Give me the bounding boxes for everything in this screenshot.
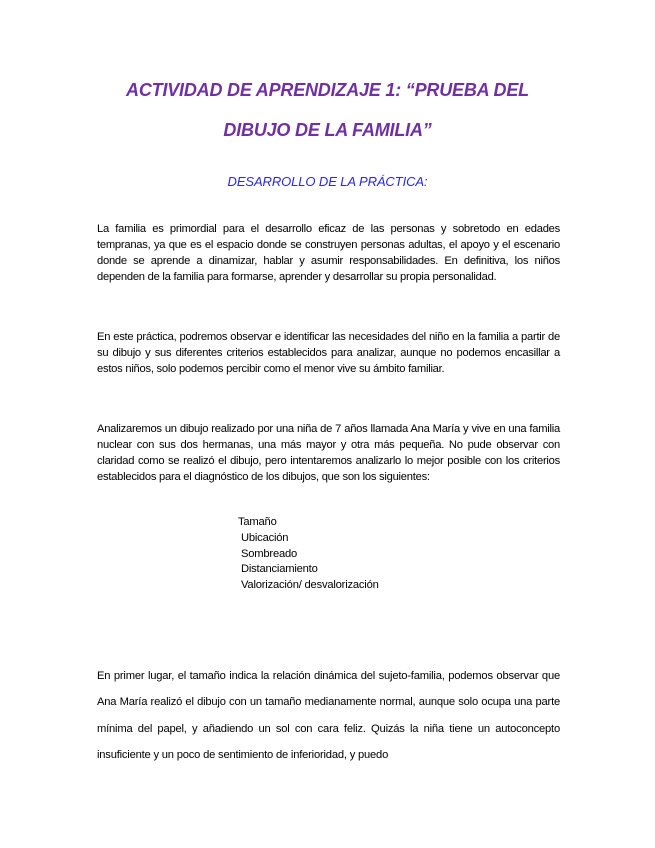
list-item: Valorización/ desvalorización: [241, 579, 379, 592]
document-title-line-1: ACTIVIDAD DE APRENDIZAJE 1: “PRUEBA DEL: [126, 80, 529, 100]
paragraph-analysis: Analizaremos un dibujo realizado por una niña de 7 años llamada Ana María y vive en una familia nuclear con sus dos hermanas, una más mayor y otra más pequeña. No pude observar con claridad como se realizó el dibujo, pero intentaremos analizarlo lo mejor posible con los criterios establecidos para el diagnóstico de los dibujos, que son los siguientes:: [97, 423, 560, 483]
list-item: Ubicación: [241, 531, 289, 544]
document-title-line-2: DIBUJO DE LA FAMILIA”: [223, 120, 432, 140]
list-item: Tamaño: [238, 516, 277, 528]
paragraph-size-analysis: En primer lugar, el tamaño indica la relación dinámica del sujeto-familia, podemos observar que Ana María realizó el dibujo con un tamaño medianamente normal, aunque solo ocupa una parte mínima del papel, y añadiendo un sol con cara feliz. Quizás la niña tiene un autoconcepto insuficiente y un poco de sentimiento de inferioridad, y puedo: [97, 670, 560, 762]
paragraph-introduction: La familia es primordial para el desarrollo eficaz de las personas y sobretodo en edades tempranas, ya que es el espacio donde se construyen personas adultas, el apoyo y el escenario donde se aprende a dinamizar, hablar y asumir responsabilidades. En definitiva, los niños dependen de la familia para formarse, aprender y desarrollar su propia personalidad.: [97, 223, 560, 283]
criteria-list: [238, 515, 379, 594]
list-item: Distanciamiento: [241, 563, 318, 576]
section-heading: DESARROLLO DE LA PRÁCTICA:: [227, 174, 428, 189]
list-item: Sombreado: [241, 547, 298, 560]
paragraph-purpose: En este práctica, podremos observar e identificar las necesidades del niño en la familia a partir de su dibujo y sus diferentes criterios establecidos para analizar, aunque no podemos encasillar a estos niños, solo podemos percibir como el menor vive su ámbito familiar.: [97, 331, 560, 375]
